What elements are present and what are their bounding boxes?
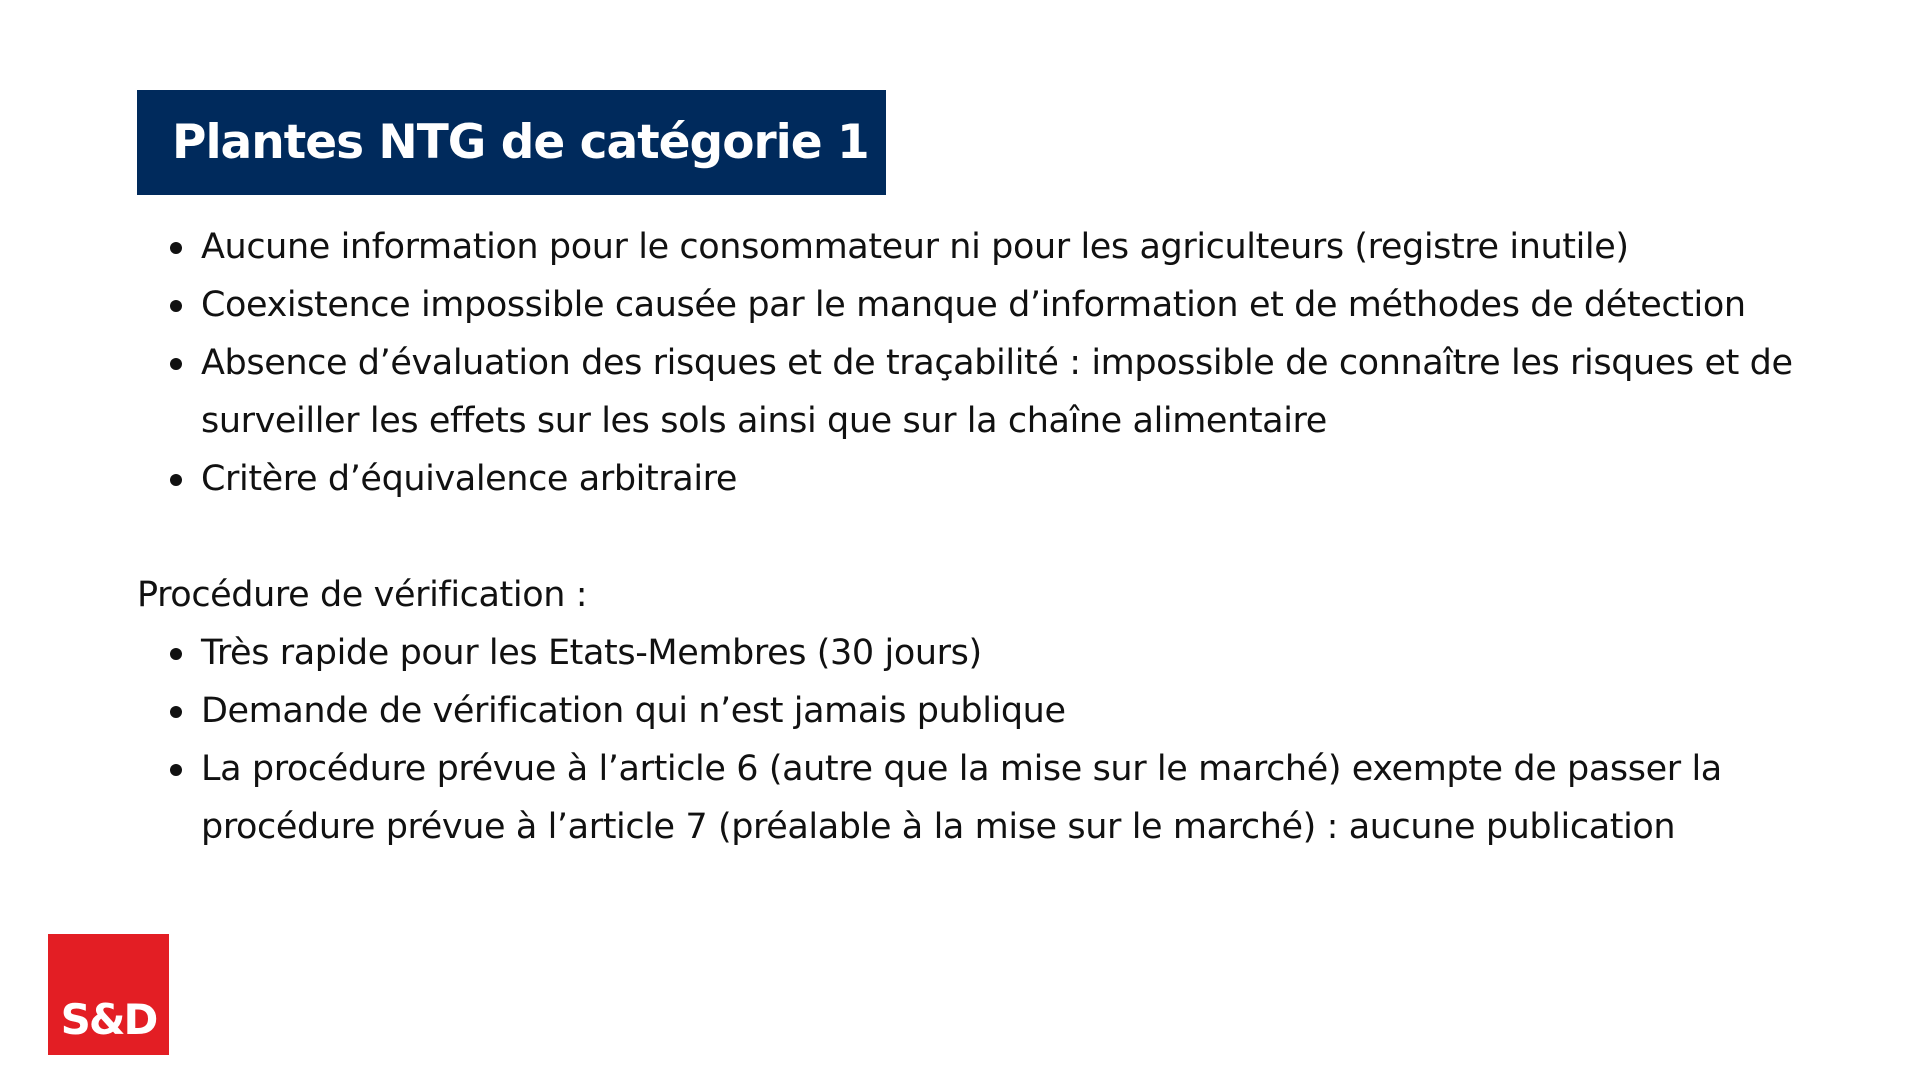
bullet-icon xyxy=(170,764,182,776)
title-banner xyxy=(137,90,886,195)
list-item-text: Demande de vérification qui n’est jamais publique xyxy=(201,691,1066,731)
verification-heading: Procédure de vérification : xyxy=(137,575,588,615)
list-item xyxy=(137,276,1797,334)
category-issues-list xyxy=(137,218,1797,508)
list-item-text: Aucune information pour le consommateur ni pour les agriculteurs (registre inutile) xyxy=(201,227,1629,267)
list-item-text: Critère d’équivalence arbitraire xyxy=(201,459,738,499)
list-item-text: Coexistence impossible causée par le manque d’information et de méthodes de détection xyxy=(201,285,1746,325)
verification-list xyxy=(137,624,1797,856)
bullet-icon xyxy=(170,648,182,660)
slide-title: Plantes NTG de catégorie 1 xyxy=(172,115,869,170)
list-item-text: La procédure prévue à l’article 6 (autre que la mise sur le marché) exempte de passer la procédure prévue à l’article 7 (préalable à la mise sur le marché) : aucune publication xyxy=(201,749,1722,847)
list-item-text: Très rapide pour les Etats-Membres (30 jours) xyxy=(201,633,982,673)
bullet-icon xyxy=(170,300,182,312)
list-item xyxy=(137,218,1797,276)
list-item xyxy=(137,624,1797,682)
sd-logo xyxy=(48,934,169,1055)
bullet-icon xyxy=(170,706,182,718)
list-item-text: Absence d’évaluation des risques et de traçabilité : impossible de connaître les risques et de surveiller les effets sur les sols ainsi que sur la chaîne alimentaire xyxy=(201,343,1793,441)
list-item xyxy=(137,334,1797,450)
logo-text: S&D xyxy=(60,995,157,1044)
list-item xyxy=(137,682,1797,740)
slide-content xyxy=(137,218,1797,856)
bullet-icon xyxy=(170,242,182,254)
bullet-icon xyxy=(170,358,182,370)
list-item xyxy=(137,740,1797,856)
spacer xyxy=(137,508,1797,566)
list-item xyxy=(137,450,1797,508)
bullet-icon xyxy=(170,474,182,486)
